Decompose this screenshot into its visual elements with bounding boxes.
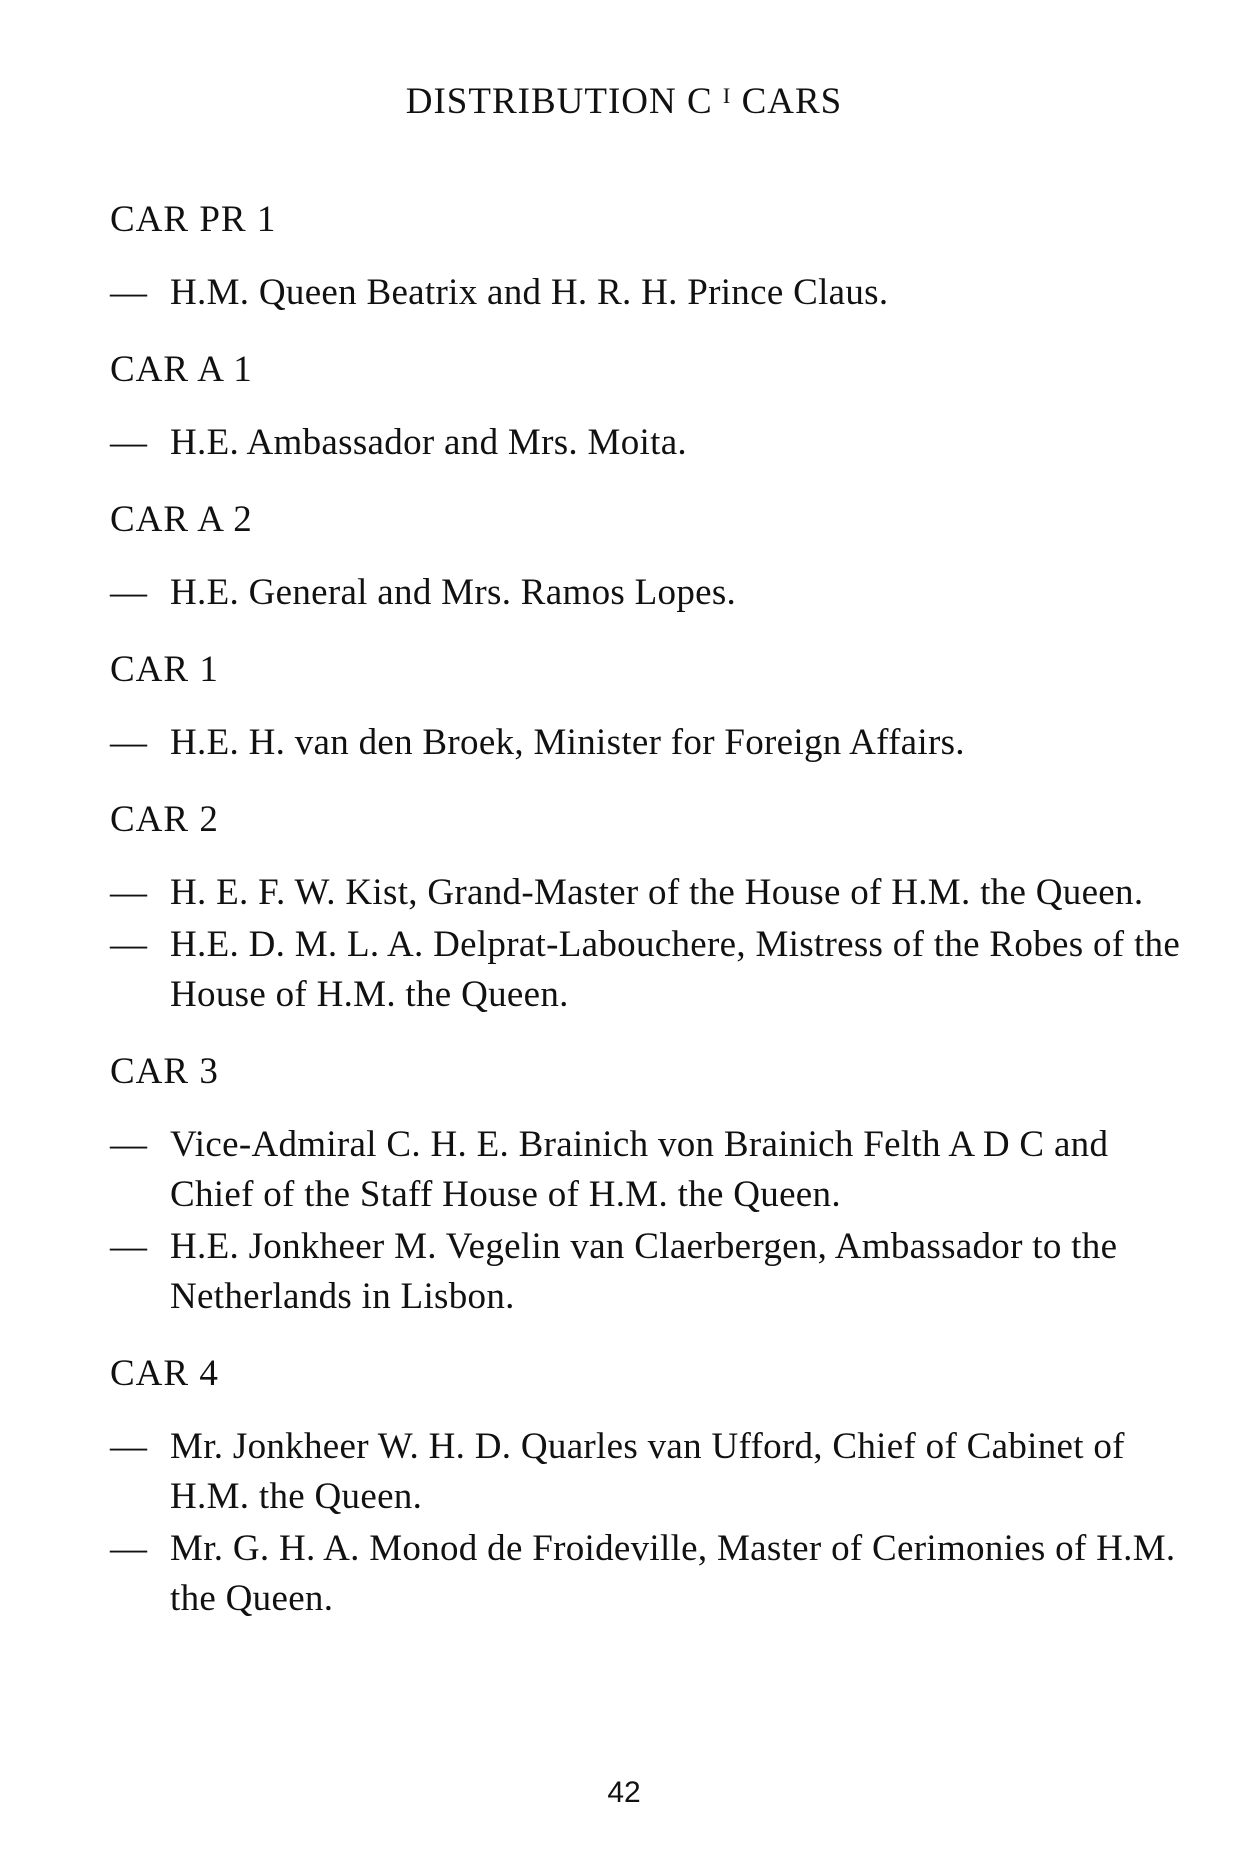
passenger-entry — [110, 268, 1190, 318]
passenger-entry — [110, 1524, 1190, 1624]
car-entries — [110, 718, 1190, 768]
passenger-entry — [110, 1120, 1190, 1220]
car-entries — [110, 1422, 1190, 1624]
car-entries — [110, 868, 1190, 1020]
car-heading: CAR 3 — [110, 1051, 219, 1092]
car-list — [110, 195, 1190, 1651]
em-dash: — — [110, 924, 148, 965]
passenger-text: H.M. Queen Beatrix and H. R. H. Prince Claus. — [170, 272, 889, 313]
car-section — [110, 1047, 1190, 1322]
em-dash: — — [110, 572, 148, 613]
car-heading: CAR 1 — [110, 649, 219, 690]
passenger-entry — [110, 568, 1190, 618]
em-dash: — — [110, 722, 148, 763]
passenger-text: H.E. General and Mrs. Ramos Lopes. — [170, 572, 737, 613]
em-dash: — — [110, 422, 148, 463]
car-section — [110, 195, 1190, 318]
car-section — [110, 345, 1190, 468]
car-entries — [110, 568, 1190, 618]
passenger-text: H.E. Ambassador and Mrs. Moita. — [170, 422, 687, 463]
car-section — [110, 795, 1190, 1020]
passenger-entry — [110, 920, 1190, 1020]
passenger-text: H.E. D. M. L. A. Delprat-Labouchere, Mistress of the Robes of the House of H.M. the Queen. — [170, 924, 1181, 1015]
car-heading: CAR A 2 — [110, 499, 253, 540]
car-section — [110, 1349, 1190, 1624]
page-number: 42 — [607, 1776, 641, 1809]
car-entries — [110, 268, 1190, 318]
car-entries — [110, 418, 1190, 468]
em-dash: — — [110, 872, 148, 913]
em-dash: — — [110, 1426, 148, 1467]
passenger-text: H. E. F. W. Kist, Grand-Master of the House of H.M. the Queen. — [170, 872, 1144, 913]
passenger-text: Vice-Admiral C. H. E. Brainich von Brainich Felth A D C and Chief of the Staff House of H.M. the Queen. — [170, 1124, 1109, 1215]
car-heading: CAR 4 — [110, 1353, 219, 1394]
passenger-text: Mr. G. H. A. Monod de Froideville, Master of Cerimonies of H.M. the Queen. — [170, 1528, 1176, 1619]
em-dash: — — [110, 1528, 148, 1569]
passenger-entry — [110, 1222, 1190, 1322]
em-dash: — — [110, 1124, 148, 1165]
car-heading: CAR A 1 — [110, 349, 253, 390]
page-title: DISTRIBUTION C ᴵ CARS — [405, 81, 843, 122]
em-dash: — — [110, 272, 148, 313]
car-section — [110, 645, 1190, 768]
passenger-text: Mr. Jonkheer W. H. D. Quarles van Ufford, Chief of Cabinet of H.M. the Queen. — [170, 1426, 1125, 1517]
passenger-entry — [110, 718, 1190, 768]
passenger-entry — [110, 1422, 1190, 1522]
car-section — [110, 495, 1190, 618]
car-heading: CAR PR 1 — [110, 199, 277, 240]
passenger-entry — [110, 868, 1190, 918]
passenger-entry — [110, 418, 1190, 468]
car-entries — [110, 1120, 1190, 1322]
em-dash: — — [110, 1226, 148, 1267]
passenger-text: H.E. H. van den Broek, Minister for Foreign Affairs. — [170, 722, 965, 763]
passenger-text: H.E. Jonkheer M. Vegelin van Claerbergen, Ambassador to the Netherlands in Lisbon. — [170, 1226, 1118, 1317]
car-heading: CAR 2 — [110, 799, 219, 840]
